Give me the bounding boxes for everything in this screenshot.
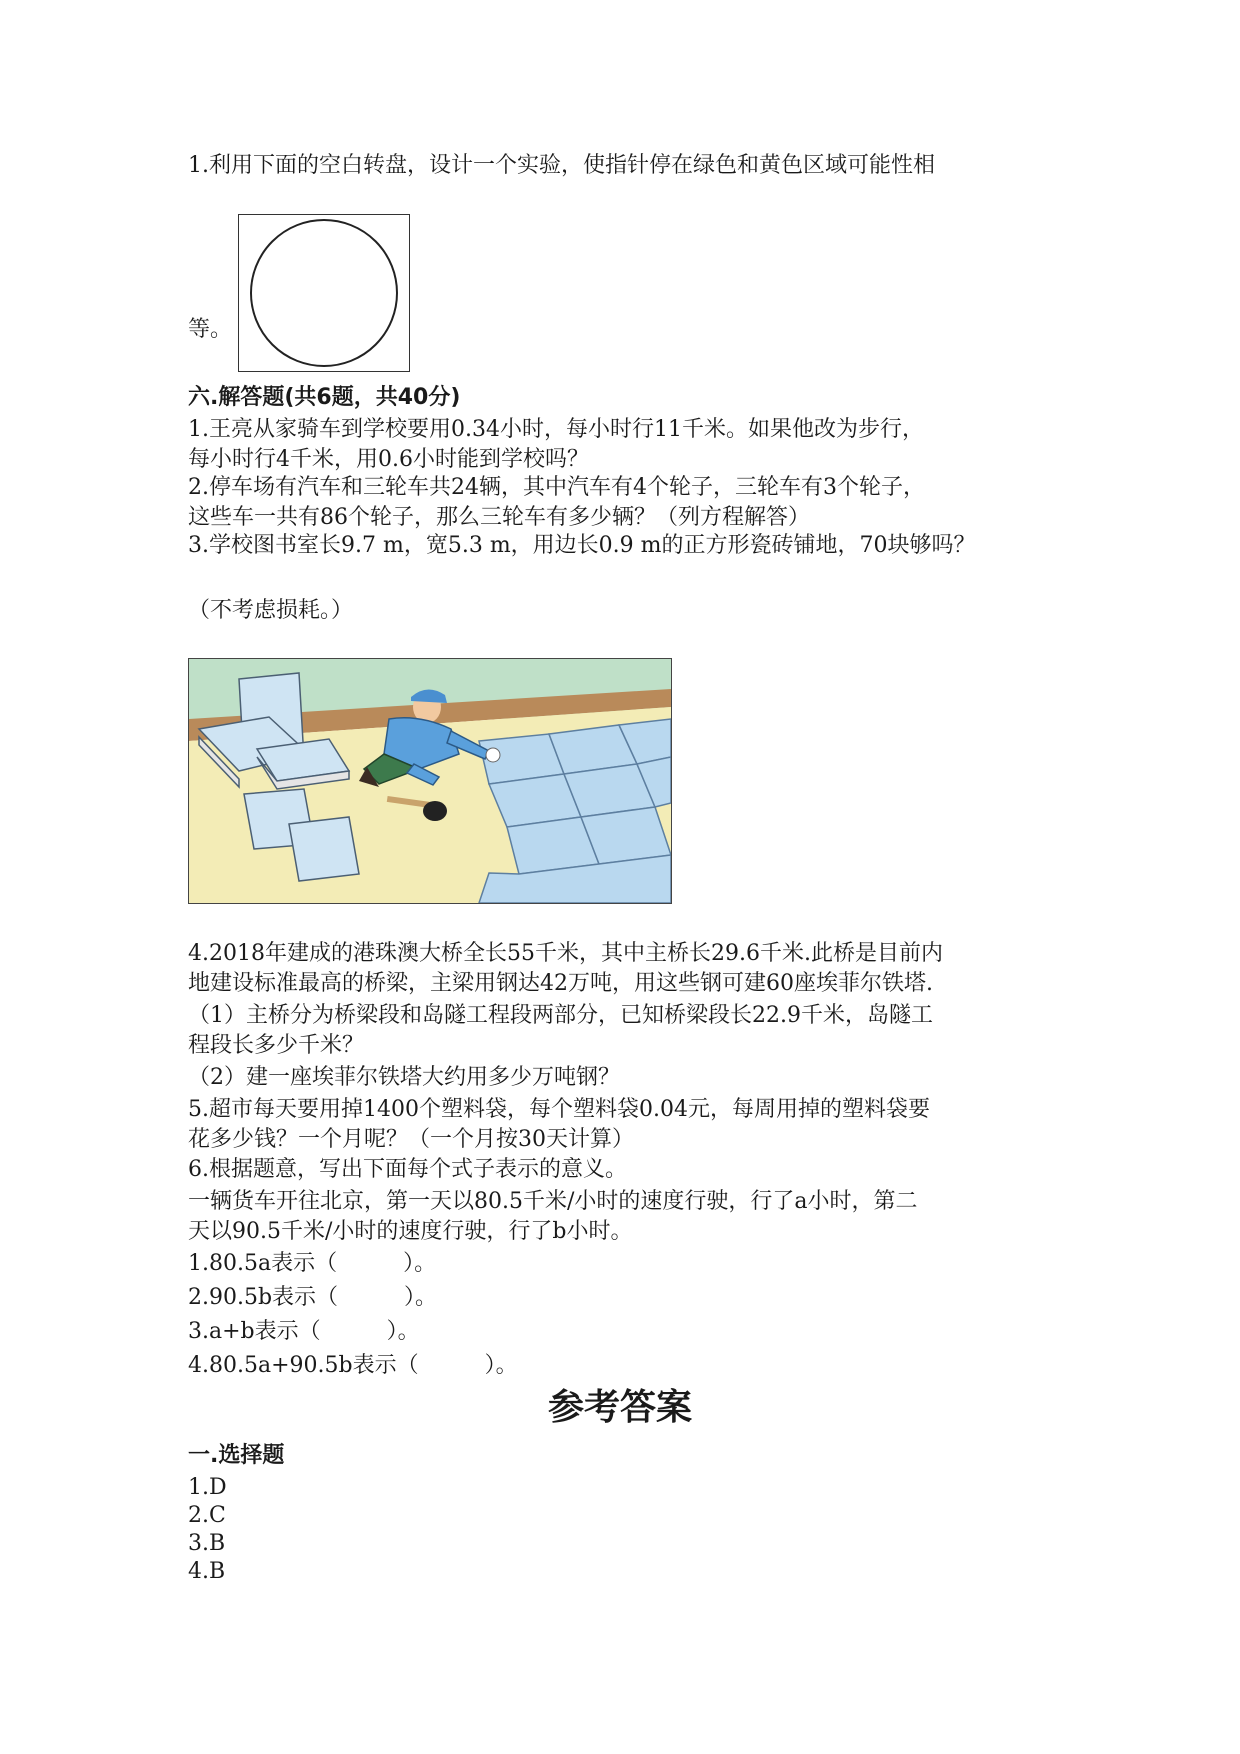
question-5-line1: 5.超市每天要用掉1400个塑料袋，每个塑料袋0.04元，每周用掉的塑料袋要 — [188, 1097, 930, 1122]
answer-item: 1.D — [188, 1475, 227, 1500]
question-4-line1: 4.2018年建成的港珠澳大桥全长55千米，其中主桥长29.6千米.此桥是目前内 — [188, 941, 943, 966]
question-6-line1: 6.根据题意，写出下面每个式子表示的意义。 — [188, 1157, 627, 1182]
question-5-line2: 花多少钱？一个月呢？（一个月按30天计算） — [188, 1127, 634, 1152]
question-4-line2: 地建设标准最高的桥梁，主梁用钢达42万吨，用这些钢可建60座埃菲尔铁塔. — [188, 971, 933, 996]
section-heading: 六.解答题(共6题，共40分) — [188, 385, 461, 410]
blank-spinner-circle-icon — [239, 215, 409, 371]
question-1-line1: 1.王亮从家骑车到学校要用0.34小时，每小时行11千米。如果他改为步行， — [188, 417, 924, 442]
question-6-line3: 天以90.5千米/小时的速度行驶，行了b小时。 — [188, 1219, 633, 1244]
question-6-item-b: 2.90.5b表示（ ）。 — [188, 1285, 438, 1310]
question-1-line2: 每小时行4千米，用0.6小时能到学校吗？ — [188, 447, 589, 472]
question-4-sub1-line1: （1）主桥分为桥梁段和岛隧工程段两部分，已知桥梁段长22.9千米，岛隧工 — [188, 1003, 933, 1028]
question-6-line2: 一辆货车开往北京，第一天以80.5千米/小时的速度行驶，行了a小时，第二 — [188, 1189, 918, 1214]
answer-item: 2.C — [188, 1503, 226, 1528]
answer-item: 4.B — [188, 1559, 226, 1584]
tile-laying-illustration — [188, 658, 672, 904]
answers-section-heading: 一.选择题 — [188, 1443, 285, 1468]
question-text: 等。 — [188, 317, 233, 342]
question-3-line1: 3.学校图书室长9.7 m，宽5.3 m，用边长0.9 m的正方形瓷砖铺地，70块够吗？ — [188, 533, 976, 558]
worker-laying-tiles-icon — [189, 659, 671, 903]
answers-title: 参考答案 — [547, 1387, 692, 1428]
question-6-item-c: 3.a+b表示（ ）。 — [188, 1319, 420, 1344]
question-4-sub1-line2: 程段长多少千米？ — [188, 1033, 365, 1058]
question-3-line2: （不考虑损耗。） — [188, 598, 354, 623]
question-text: 1.利用下面的空白转盘，设计一个实验，使指针停在绿色和黄色区域可能性相 — [188, 153, 935, 178]
question-6-item-d: 4.80.5a+90.5b表示（ ）。 — [188, 1353, 518, 1378]
question-2-line1: 2.停车场有汽车和三轮车共24辆，其中汽车有4个轮子，三轮车有3个轮子， — [188, 475, 925, 500]
question-6-item-a: 1.80.5a表示（ ）。 — [188, 1251, 437, 1276]
spinner-frame — [238, 214, 410, 372]
answer-item: 3.B — [188, 1531, 226, 1556]
question-4-sub2: （2）建一座埃菲尔铁塔大约用多少万吨钢？ — [188, 1065, 620, 1090]
question-2-line2: 这些车一共有86个轮子，那么三轮车有多少辆？（列方程解答） — [188, 505, 810, 530]
